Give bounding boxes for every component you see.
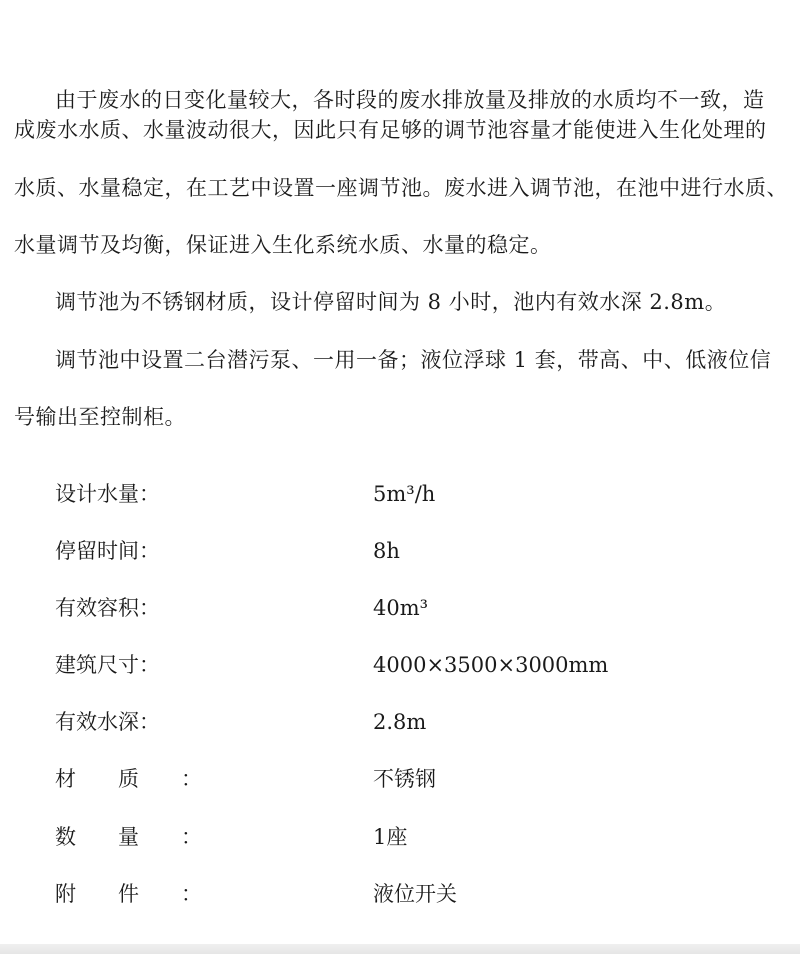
spec-label: 附件： xyxy=(55,882,244,906)
spec-row-design-flow xyxy=(0,480,800,510)
spec-row-material xyxy=(0,765,800,795)
paragraph-3-line-1: 调节池中设置二台潜污泵、一用一备；液位浮球 1 套，带高、中、低液位信 xyxy=(55,348,772,372)
spec-value: 2.8m xyxy=(373,710,427,734)
paragraph-1-line-2: 成废水水质、水量波动很大，因此只有足够的调节池容量才能使进入生化处理的 xyxy=(14,118,767,142)
paragraph-1-line-3: 水质、水量稳定，在工艺中设置一座调节池。废水进入调节池，在池中进行水质、 xyxy=(14,176,788,200)
paragraph-1-line-4: 水量调节及均衡，保证进入生化系统水质、水量的稳定。 xyxy=(14,233,552,257)
spec-value: 5m³/h xyxy=(373,482,436,506)
paragraph-2-line-1: 调节池为不锈钢材质，设计停留时间为 8 小时，池内有效水深 2.8m。 xyxy=(55,290,727,314)
spec-row-accessories xyxy=(0,880,800,910)
spec-label: 有效水深： xyxy=(55,710,160,734)
spec-row-dimensions xyxy=(0,651,800,681)
spec-label: 材质： xyxy=(55,767,244,791)
spec-row-water-depth xyxy=(0,708,800,738)
spec-value: 40m³ xyxy=(373,596,429,620)
spec-value: 液位开关 xyxy=(373,882,457,906)
spec-value: 4000×3500×3000mm xyxy=(373,653,609,677)
spec-row-quantity xyxy=(0,823,800,853)
spec-value: 1座 xyxy=(373,825,408,849)
spec-value: 8h xyxy=(373,539,400,563)
spec-label: 有效容积： xyxy=(55,596,160,620)
spec-value: 不锈钢 xyxy=(373,767,436,791)
spec-label: 建筑尺寸： xyxy=(55,653,160,677)
page-bottom-edge xyxy=(0,944,800,954)
paragraph-1-line-1: 由于废水的日变化量较大，各时段的废水排放量及排放的水质均不一致，造 xyxy=(55,88,765,112)
spec-label: 停留时间： xyxy=(55,539,160,563)
spec-row-effective-volume xyxy=(0,594,800,624)
spec-label: 设计水量： xyxy=(55,482,160,506)
paragraph-3-line-2: 号输出至控制柜。 xyxy=(14,405,186,429)
spec-label: 数量： xyxy=(55,825,244,849)
spec-row-retention-time xyxy=(0,537,800,567)
